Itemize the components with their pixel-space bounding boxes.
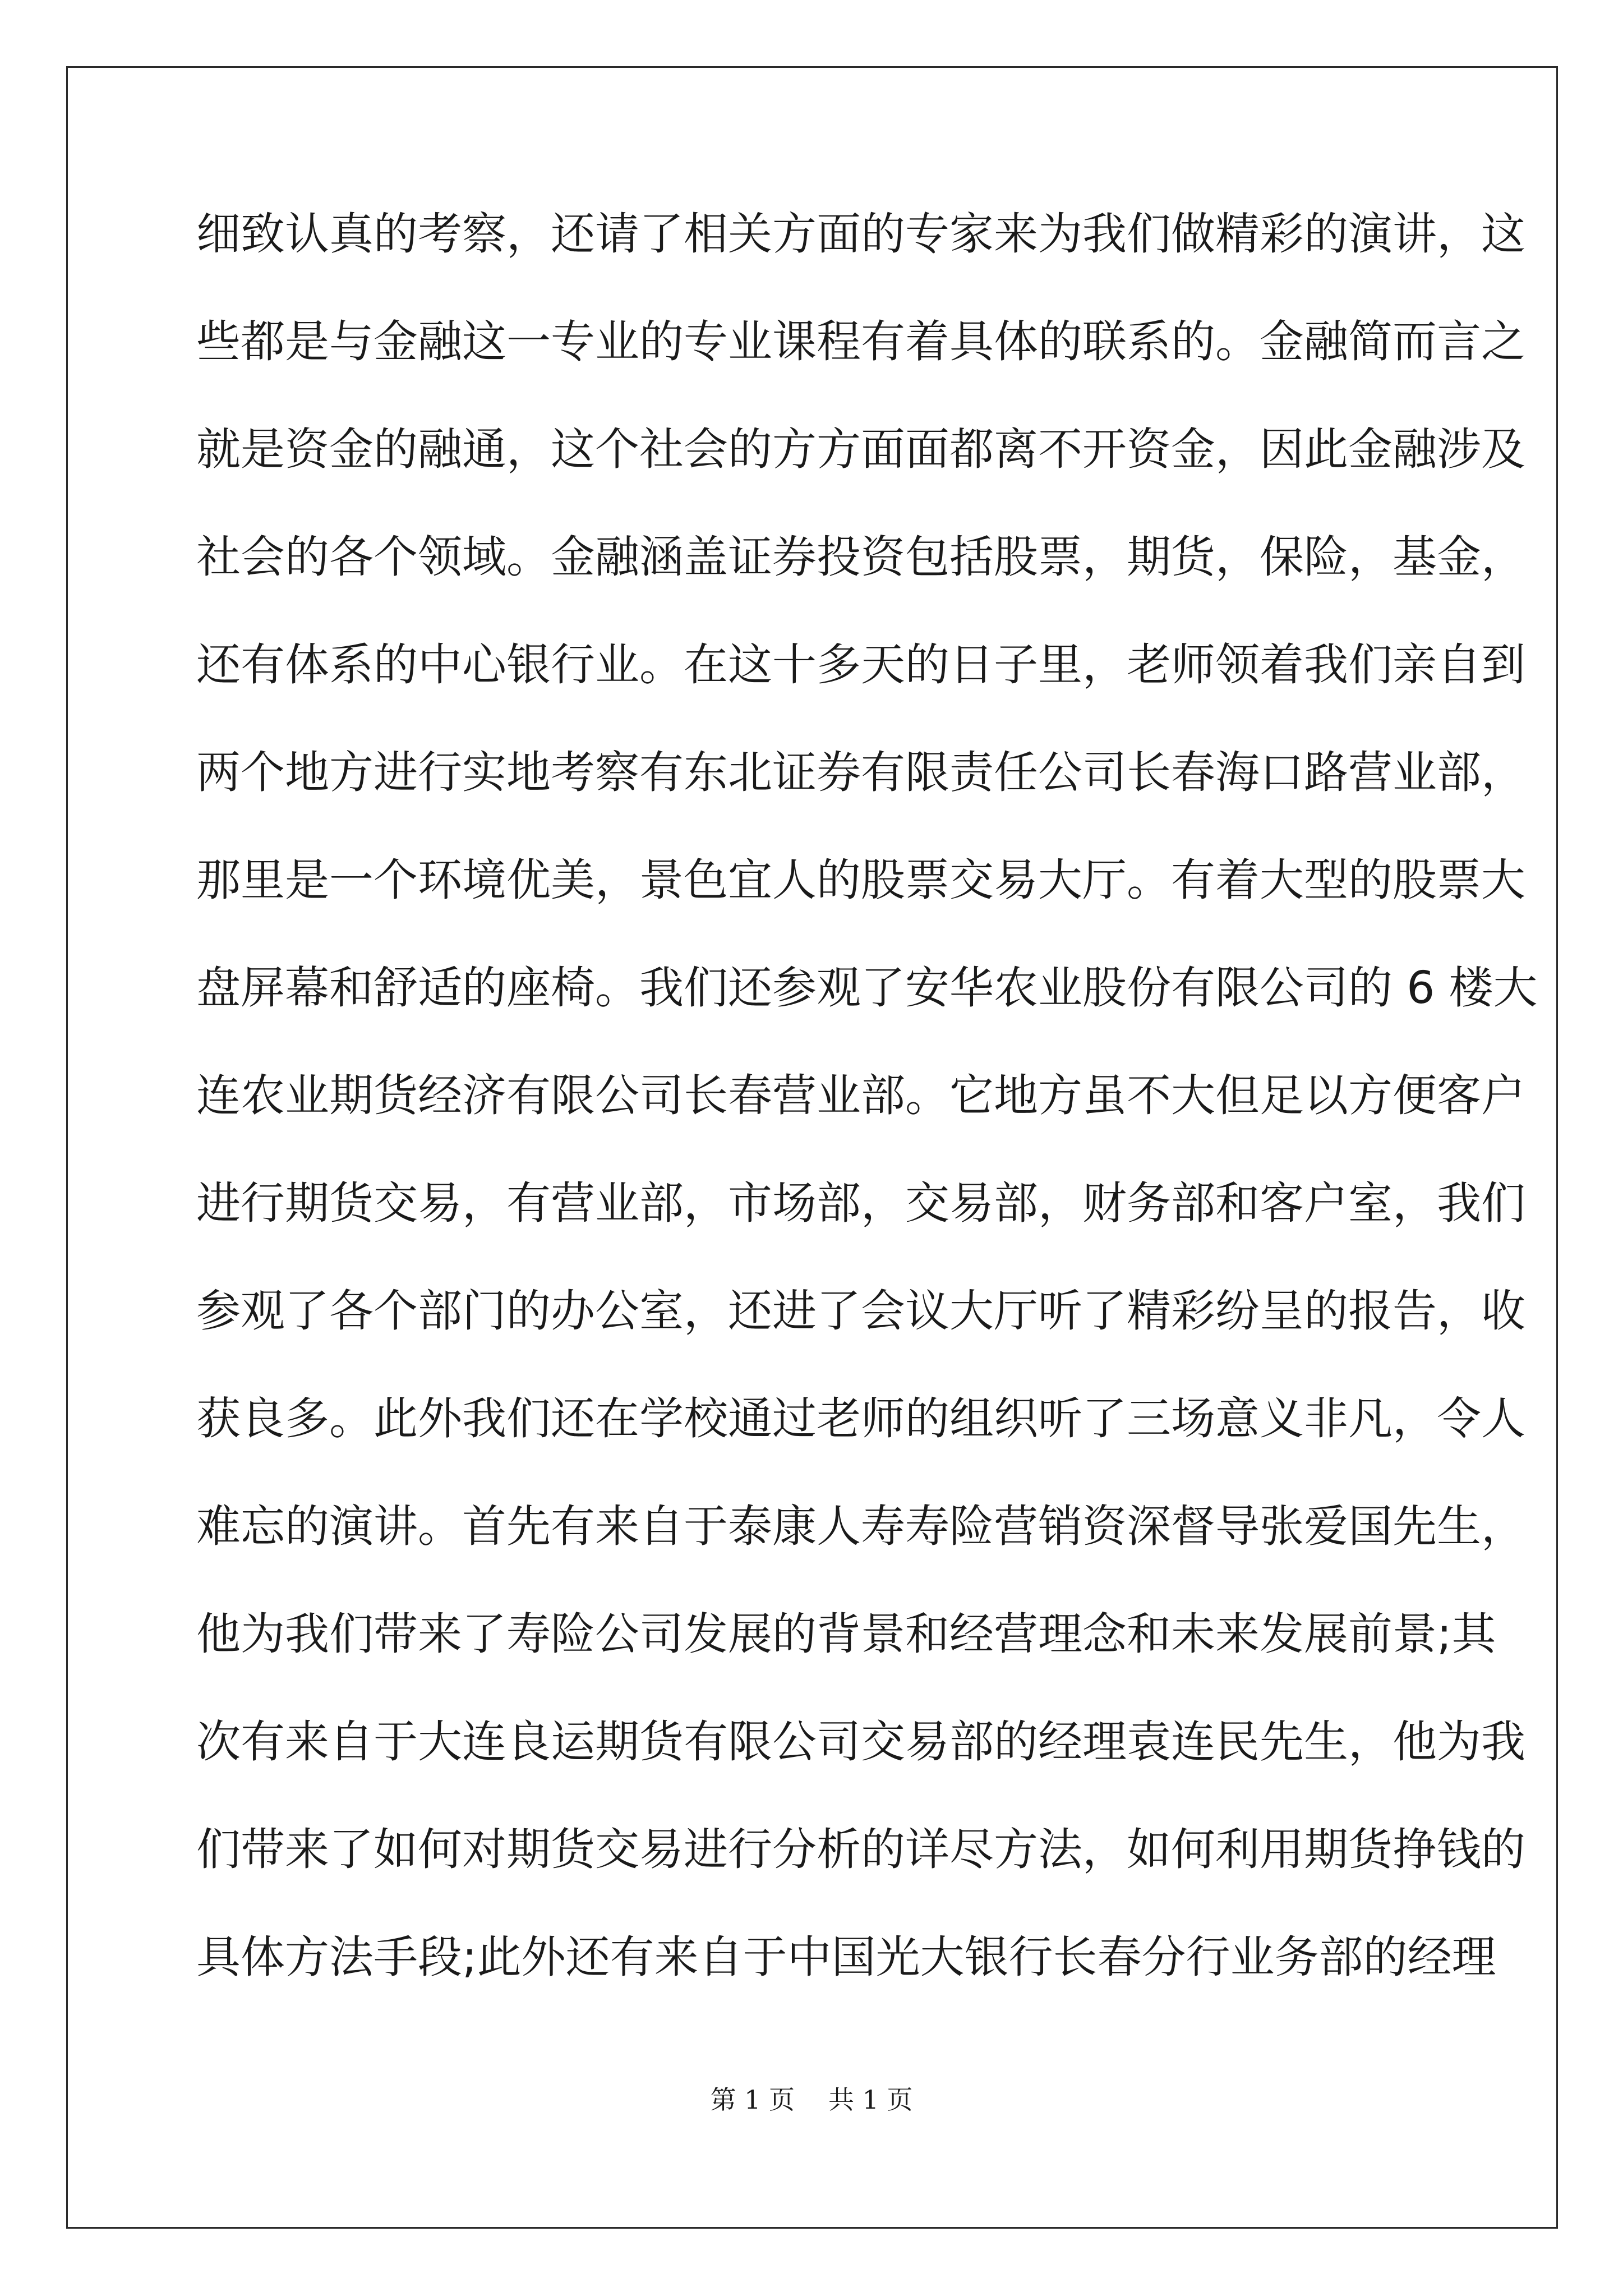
text-line: 两个地方进行实地考察有东北证券有限责任公司长春海口路营业部， [196,747,1525,798]
text-line: 那里是一个环境优美，景色宜人的股票交易大厅。有着大型的股票大 [196,854,1525,906]
text-line: 就是资金的融通，这个社会的方方面面都离不开资金，因此金融涉及 [196,424,1525,475]
page-total: 共 1 页 [828,2085,913,2115]
text-line: 社会的各个领域。金融涵盖证券投资包括股票，期货，保险，基金， [196,531,1525,583]
text-line: 些都是与金融这一专业的专业课程有着具体的联系的。金融简而言之 [196,316,1525,367]
text-line: 他为我们带来了寿险公司发展的背景和经营理念和未来发展前景;其 [196,1608,1496,1660]
text-line: 获良多。此外我们还在学校通过老师的组织听了三场意义非凡，令人 [196,1393,1525,1444]
text-line: 细致认真的考察，还请了相关方面的专家来为我们做精彩的演讲，这 [196,208,1525,260]
page-footer [0,2084,1623,2115]
page-number: 第 1 页 [710,2085,795,2115]
text-line: 连农业期货经济有限公司长春营业部。它地方虽不大但足以方便客户 [196,1070,1525,1121]
text-line: 还有体系的中心银行业。在这十多天的日子里，老师领着我们亲自到 [196,639,1525,691]
text-line: 次有来自于大连良运期货有限公司交易部的经理袁连民先生，他为我 [196,1716,1525,1768]
text-line: 们带来了如何对期货交易进行分析的详尽方法，如何利用期货挣钱的 [196,1824,1525,1875]
text-line: 参观了各个部门的办公室，还进了会议大厅听了精彩纷呈的报告，收 [196,1285,1525,1337]
text-line: 盘屏幕和舒适的座椅。我们还参观了安华农业股份有限公司的 6 楼大 [196,962,1538,1014]
text-line: 进行期货交易，有营业部，市场部，交易部，财务部和客户室，我们 [196,1177,1525,1229]
text-line: 具体方法手段;此外还有来自于中国光大银行长春分行业务部的经理 [196,1931,1496,1983]
document-body [196,208,1538,2039]
text-line: 难忘的演讲。首先有来自于泰康人寿寿险营销资深督导张爱国先生， [196,1501,1525,1552]
